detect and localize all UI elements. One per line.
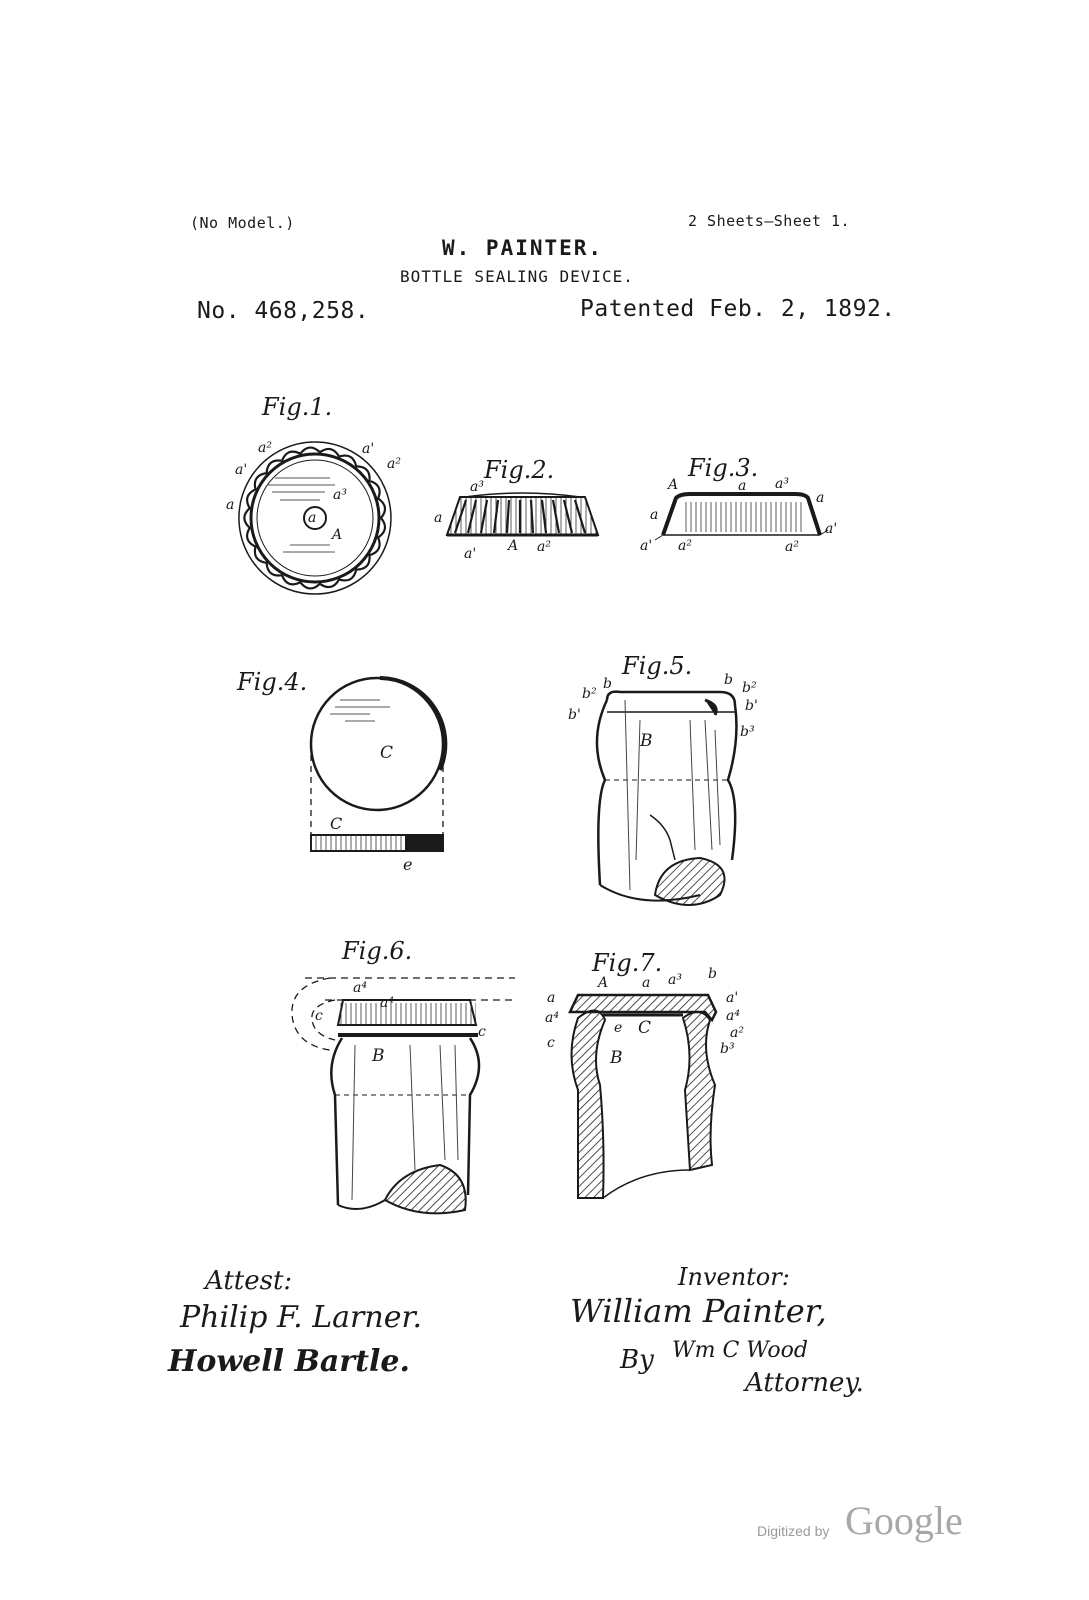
fig5-label: b' [568,707,581,723]
google-watermark-logo: Google [845,1498,963,1543]
fig7-label: a² [730,1025,744,1041]
fig7-label: B [610,1048,623,1068]
sheet-note: 2 Sheets—Sheet 1. [688,212,851,230]
witness-signature-2: Howell Bartle. [168,1344,410,1379]
fig2-label: a³ [470,479,484,495]
fig3-label: a [650,507,659,523]
fig1-label: a' [235,462,248,478]
fig7-caption: Fig.7. [592,949,663,977]
patent-date: Patented Feb. 2, 1892. [580,296,896,322]
fig3-label: a [816,490,825,506]
fig1-label: a [308,510,317,526]
fig2-label: a [434,510,443,526]
fig5-label: b² [582,686,597,702]
fig2-label: A [508,538,519,554]
fig4-label: C [330,814,343,833]
fig4-label: e [403,855,413,874]
fig5-label: b' [745,698,758,714]
fig2-crown-cap-side-view [447,493,598,535]
fig5-label: B [640,731,653,751]
fig2-label: a' [464,546,477,562]
invention-title: BOTTLE SEALING DEVICE. [400,267,634,286]
fig7-label: a [547,990,556,1006]
fig3-label: a' [825,521,838,537]
fig3-caption: Fig.3. [688,454,759,482]
inventor-signature: William Painter, [570,1292,827,1330]
attorney-signature: Wm C Wood [672,1338,808,1363]
attest-label: Attest: [205,1266,293,1296]
fig1-label: a² [387,456,401,472]
fig5-label: b [724,672,733,688]
fig7-label: a' [726,990,739,1006]
fig2-caption: Fig.2. [484,456,555,484]
fig3-label: a' [640,538,653,554]
fig7-label: b [708,966,717,982]
fig5-label: b [603,676,612,692]
fig5-bottle-neck [597,692,736,905]
fig7-label: a [642,975,651,991]
fig3-label: a² [678,538,692,554]
fig1-label: a [226,497,235,513]
fig6-label: a⁴ [353,980,367,996]
model-note: (No Model.) [190,214,295,232]
fig4-caption: Fig.4. [237,668,308,696]
fig7-label: c [547,1035,555,1051]
fig6-label: a⁴ [380,995,394,1011]
fig6-caption: Fig.6. [342,937,413,965]
witness-signature-1: Philip F. Larner. [180,1300,423,1335]
fig6-label: c [478,1024,486,1040]
fig2-label: a² [537,539,551,555]
fig4-label: C [380,743,394,763]
fig1-label: A [332,527,343,543]
fig1-label: a³ [333,487,347,503]
by-label: By [620,1345,654,1375]
fig3-label: a² [785,539,799,555]
fig7-label: a⁴ [545,1010,559,1026]
inventor-name: W. PAINTER. [442,236,604,260]
fig3-label: a³ [775,476,789,492]
fig3-label: A [668,477,679,493]
fig6-capped-bottle [292,978,515,1213]
fig5-label: b² [742,680,757,696]
fig1-label: a' [362,441,375,457]
fig3-label: a [738,478,747,494]
fig7-label: a⁴ [726,1008,740,1024]
fig3-crown-cap-section [655,494,828,540]
patent-number: No. 468,258. [197,298,370,324]
fig6-label: c [315,1008,323,1024]
digitized-by-text: Digitized by [757,1523,830,1539]
fig7-label: C [638,1018,652,1038]
fig1-label: a² [258,440,272,456]
fig5-label: b³ [740,724,755,740]
fig1-caption: Fig.1. [262,393,333,421]
attorney-label: Attorney. [745,1368,864,1398]
fig7-label: a³ [668,972,682,988]
fig5-caption: Fig.5. [622,652,693,680]
fig7-label: b³ [720,1041,735,1057]
fig7-label: e [614,1020,623,1036]
inventor-label: Inventor: [678,1263,790,1291]
fig7-label: A [598,975,609,991]
fig6-label: B [372,1046,385,1066]
